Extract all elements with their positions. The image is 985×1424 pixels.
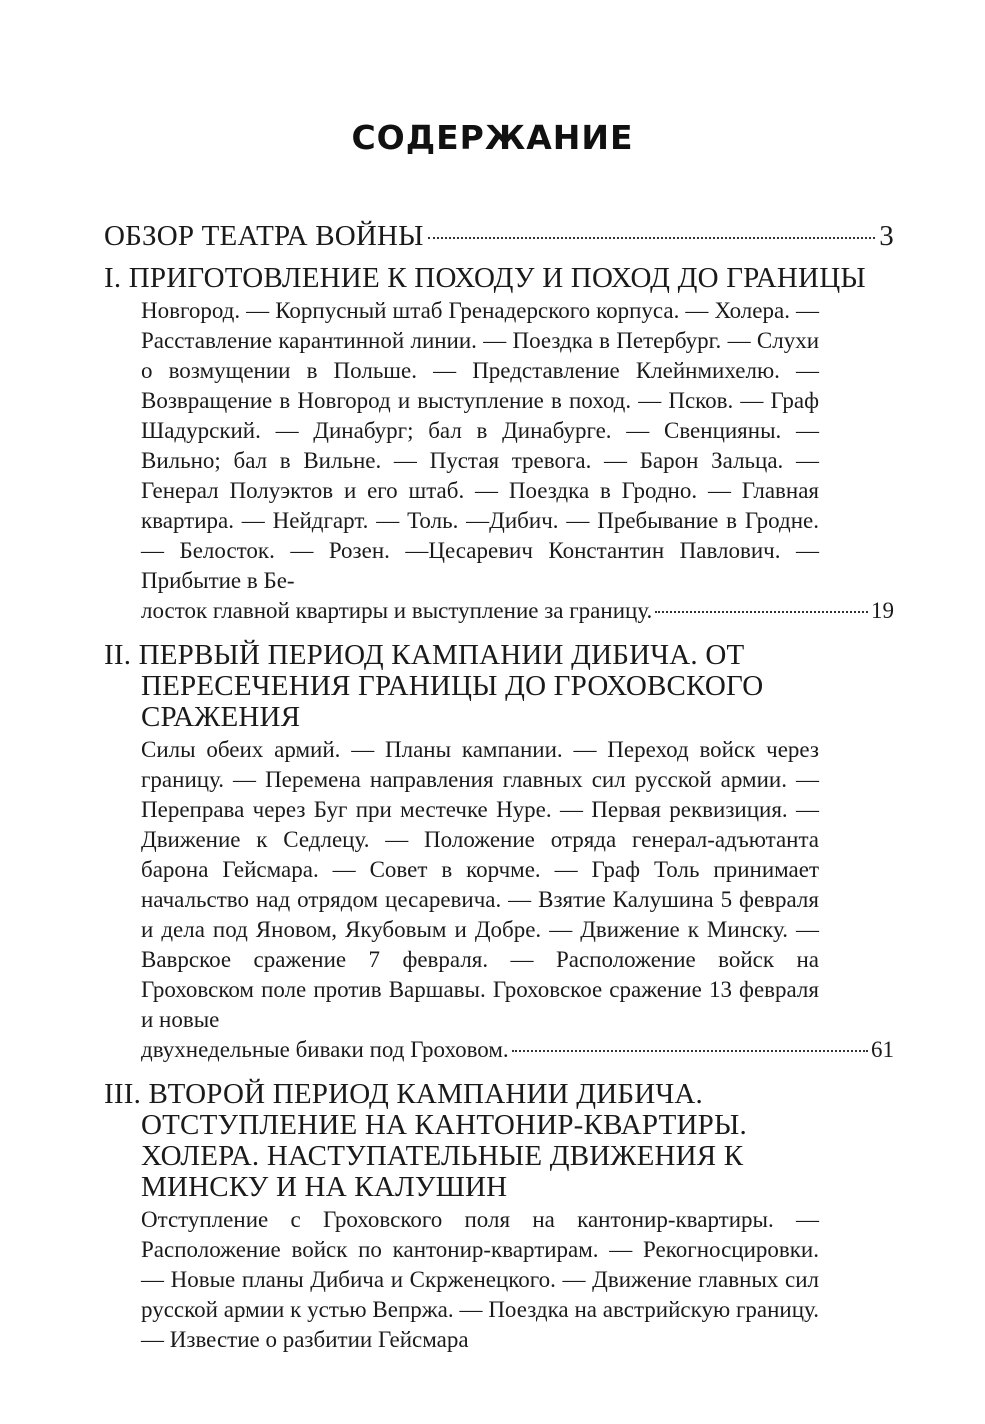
dot-leader xyxy=(655,611,868,613)
page-number: 61 xyxy=(871,1037,894,1062)
page-title: СОДЕРЖАНИЕ xyxy=(351,118,634,157)
toc-chapter-2 xyxy=(104,640,894,1065)
chapter-description-end: двухнедельные биваки под Гроховом. xyxy=(141,1037,509,1062)
chapter-last-line xyxy=(141,596,894,626)
toc-chapter-3 xyxy=(104,1079,894,1355)
chapter-title[interactable]: I. ПРИГОТОВЛЕНИЕ К ПОХОДУ И ПОХОД ДО ГРАНИЦЫ xyxy=(104,262,866,294)
toc-entry-overview[interactable] xyxy=(104,220,894,253)
chapter-title[interactable]: II. ПЕРВЫЙ ПЕРИОД КАМПАНИИ ДИБИЧА. ОТ ПЕРЕСЕЧЕНИЯ ГРАНИЦЫ ДО ГРОХОВСКОГО СРАЖЕНИЯ xyxy=(104,639,764,733)
chapter-description-end: лосток главной квартиры и выступление за границу. xyxy=(141,598,653,623)
chapter-last-line xyxy=(141,1035,894,1065)
table-of-contents xyxy=(104,216,894,1355)
chapter-title[interactable]: III. ВТОРОЙ ПЕРИОД КАМПАНИИ ДИБИЧА. ОТСТУПЛЕНИЕ НА КАНТОНИР-КВАРТИРЫ. ХОЛЕРА. НАСТУПАТЕЛЬНЫЕ ДВИЖЕНИЯ К МИНСКУ И НА КАЛУШИН xyxy=(104,1078,747,1203)
toc-entry-label: ОБЗОР ТЕАТРА ВОЙНЫ xyxy=(104,220,424,252)
page-number: 3 xyxy=(879,220,894,252)
dot-leader xyxy=(512,1050,868,1052)
toc-chapter-1 xyxy=(104,263,894,626)
chapter-description: Силы обеих армий. — Планы кампании. — Переход войск через границу. — Перемена направления главных сил русской армии. — Переправа через Буг при местечке Нуре. — Первая реквизиция. — Движение к Седлецу. — Положение отряда генерал-адъютанта барона Гейсмара. — Совет в корчме. — Граф Толь принимает начальство над отрядом цесаревича. — Взятие Калушина 5 февраля и дела под Яновом, Якубовым и Добре. — Движение к Минску. — Ваврское сражение 7 февраля. — Расположение войск на Гроховском поле против Варшавы. Гроховское сражение 13 февраля и новые xyxy=(141,737,819,1032)
chapter-description: Отступление с Гроховского поля на кантонир-квартиры. — Расположение войск по кантонир-квартирам. — Рекогносцировки. — Новые планы Дибича и Скрженецкого. — Движение главных сил русской армии к устью Вепржа. — Поездка на австрийскую границу. — Известие о разбитии Гейсмара xyxy=(141,1207,819,1352)
page-number: 19 xyxy=(871,598,894,623)
dot-leader xyxy=(428,237,876,239)
chapter-description: Новгород. — Корпусный штаб Гренадерского корпуса. — Холера. — Расставление карантинной линии. — Поездка в Петербург. — Слухи о возмущении в Польше. — Представление Клейнмихелю. — Возвращение в Новгород и выступление в поход. — Псков. — Граф Шадурский. — Динабург; бал в Динабурге. — Свенцияны. —Вильно; бал в Вильне. — Пустая тревога. — Барон Зальца. — Генерал Полуэктов и его штаб. — Поездка в Гродно. — Главная квартира. — Нейдгарт. — Толь. —Дибич. — Пребывание в Гродне. — Белосток. — Розен. —Цесаревич Константин Павлович. — Прибытие в Бе- xyxy=(141,298,819,593)
